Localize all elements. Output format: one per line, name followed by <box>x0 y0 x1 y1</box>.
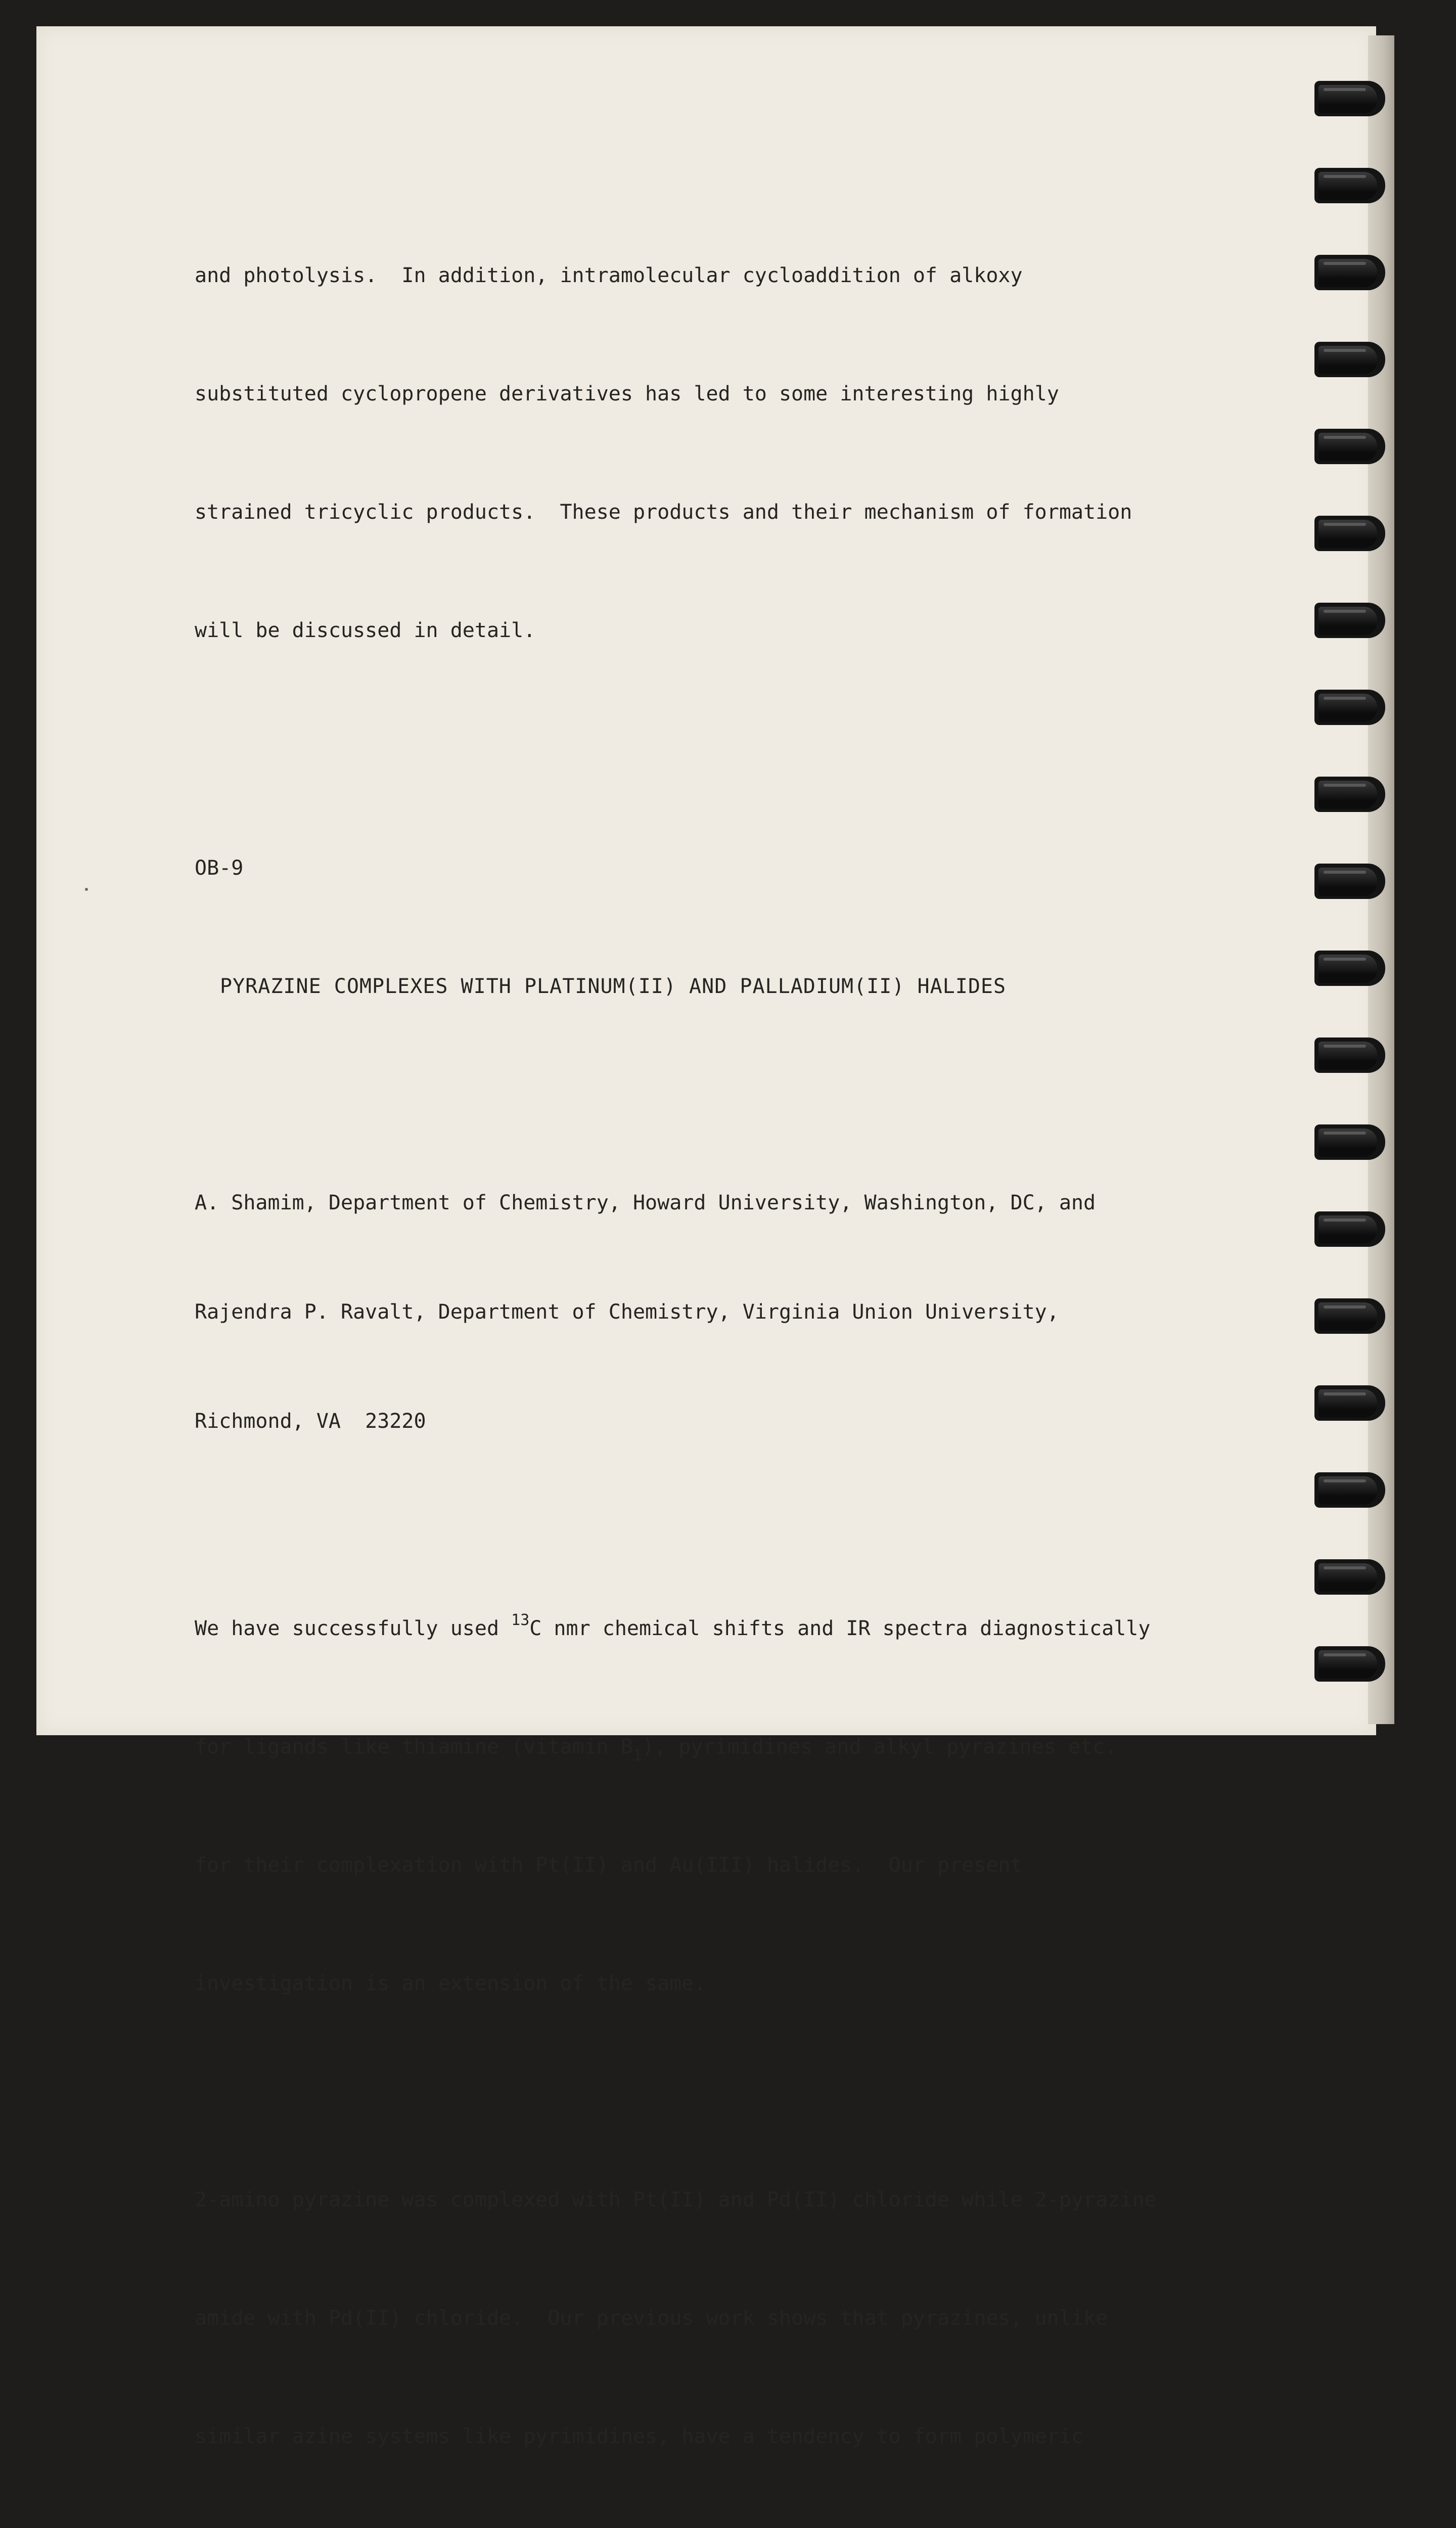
author-line: A. Shamim, Department of Chemistry, Howard University, Washington, DC, and <box>195 1191 1096 1214</box>
text-line: similar azine systems like pyrimidines, have a tendency to form polymeric <box>195 2425 1083 2448</box>
text-line: for ligands like thiamine (vitamin $B_1$), pyrimidines and alkyl pyrazines etc. <box>195 1735 1117 1765</box>
binding-coil <box>1314 598 1389 646</box>
binding-coil <box>1314 337 1389 385</box>
superscript: 13 <box>511 1611 530 1629</box>
text-line: strained tricyclic products. These products and their mechanism of formation <box>195 501 1132 524</box>
binding-coil <box>1314 1641 1389 1690</box>
section-title: PYRAZINE COMPLEXES WITH PLATINUM(II) AND PALLADIUM(II) HALIDES <box>220 975 1007 998</box>
binding-coil <box>1314 1467 1389 1516</box>
document-text <box>195 177 1246 2528</box>
text-line: investigation is an extension of the same. <box>195 1972 706 1995</box>
binding-coil <box>1314 1206 1389 1255</box>
subscript: 1 <box>632 1747 643 1765</box>
author-line: Rajendra P. Ravalt, Department of Chemistry, Virginia Union University, <box>195 1300 1059 1324</box>
text-line: and photolysis. In addition, intramolecular cycloaddition of alkoxy <box>195 264 1023 287</box>
binding-coil <box>1314 772 1389 820</box>
binding-coil <box>1314 1032 1389 1081</box>
section-label: OB-9 <box>195 856 244 880</box>
text-line: 2-amino pyrazine was complexed with Pt(II) and Pd(II) chloride while 2-pyrazine <box>195 2188 1157 2211</box>
binding-coil <box>1314 250 1389 298</box>
text-line: amide with Pd(II) chloride. Our previous work shows that pyrazines, unlike <box>195 2307 1108 2330</box>
binding-coil <box>1314 1293 1389 1342</box>
binding-coil <box>1314 945 1389 994</box>
binding-coil <box>1314 1554 1389 1603</box>
ink-dot <box>85 888 88 891</box>
text-line: We have successfully used $^{13}$C nmr chemical shifts and IR spectra diagnostically <box>195 1611 1151 1640</box>
binding-coil <box>1314 1380 1389 1429</box>
binding-coil <box>1314 859 1389 907</box>
author-line: Richmond, VA 23220 <box>195 1410 426 1433</box>
binding-coil <box>1314 76 1389 124</box>
binding-coil <box>1314 511 1389 559</box>
binding-coil <box>1314 163 1389 211</box>
binding-coil <box>1314 685 1389 733</box>
binding-coil <box>1314 424 1389 472</box>
text-line: substituted cyclopropene derivatives has led to some interesting highly <box>195 382 1059 405</box>
text-line: for their complexation with Pt(II) and Au(III) halides. Our present <box>195 1854 1023 1877</box>
text-line: will be discussed in detail. <box>195 619 536 642</box>
binding-coil <box>1314 1119 1389 1168</box>
